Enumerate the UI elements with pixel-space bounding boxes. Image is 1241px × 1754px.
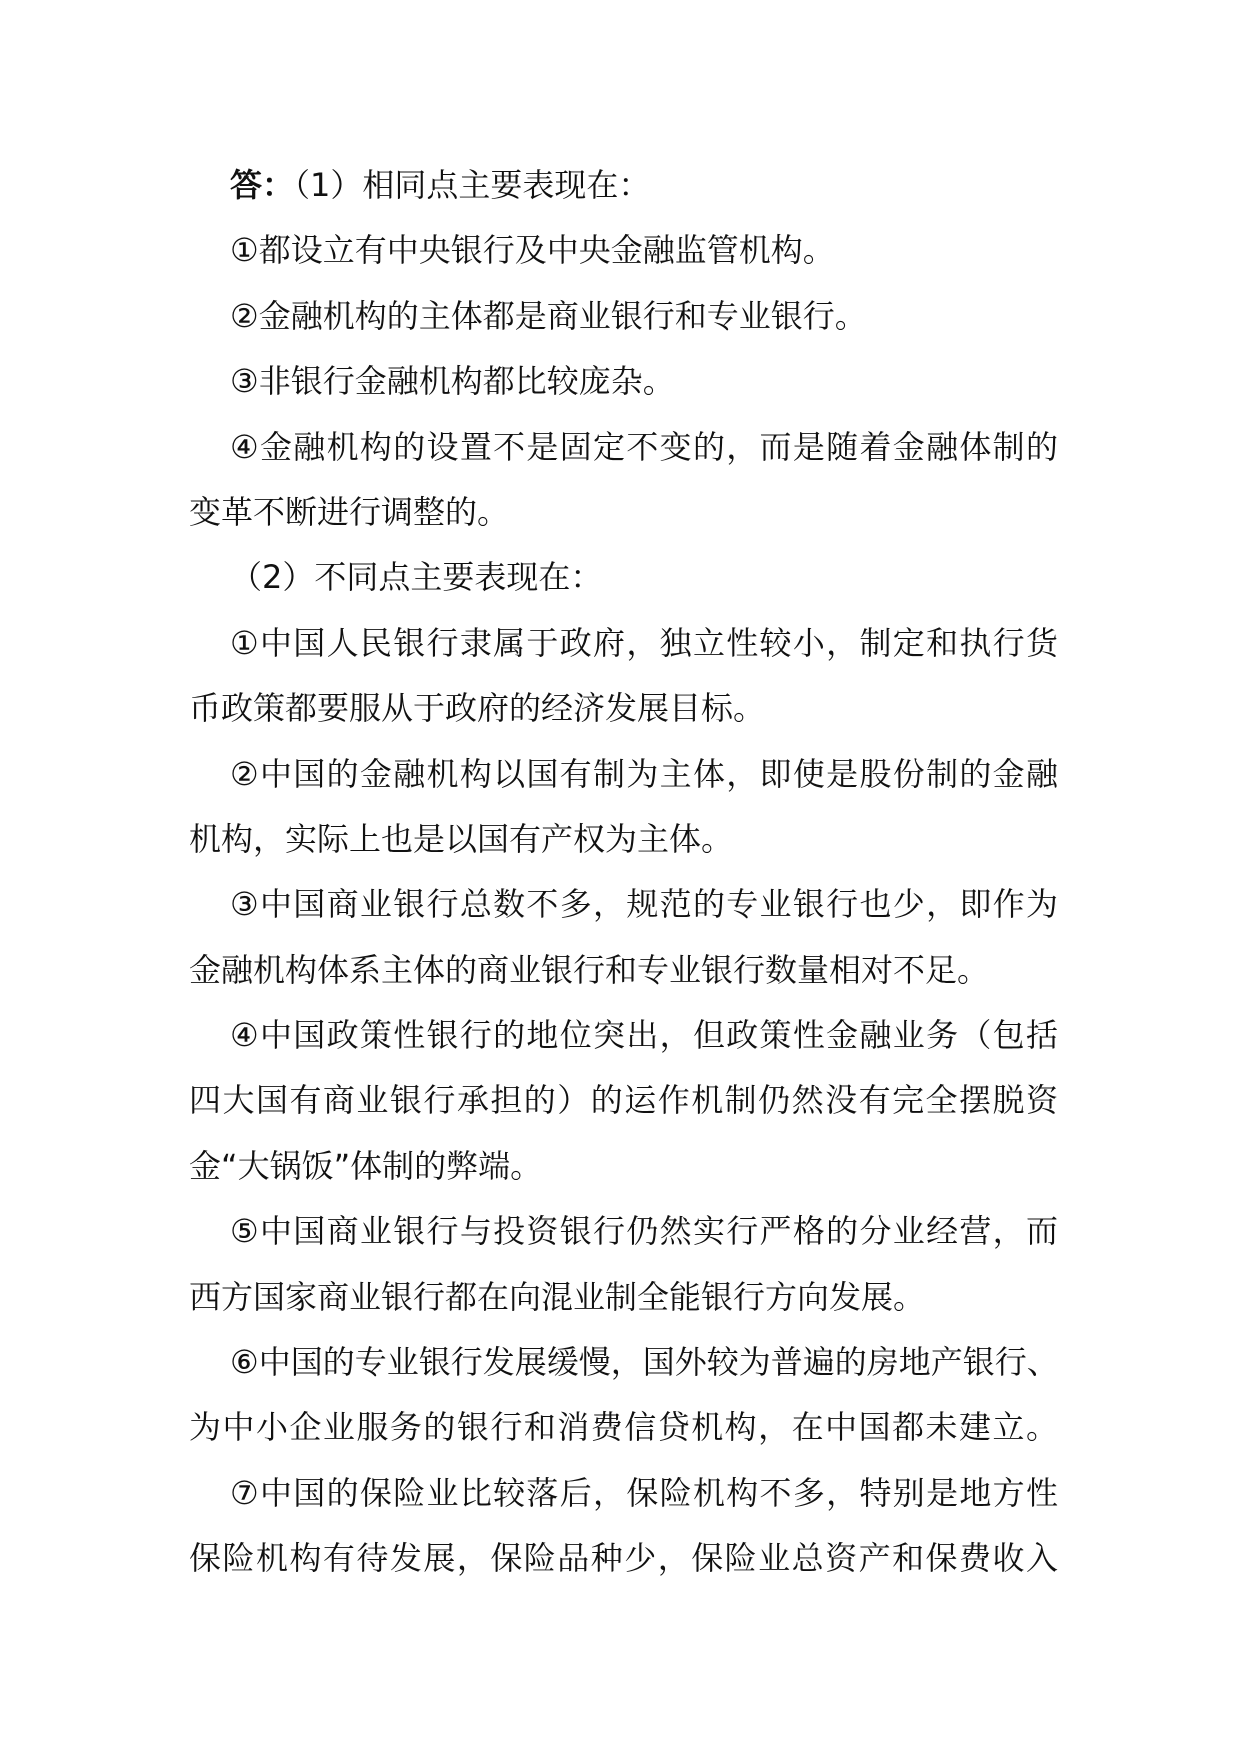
difference-point-4-cont-2: 金“大锅饭”体制的弊端。 (189, 1146, 543, 1185)
difference-point-4: ④中国政策性银行的地位突出，但政策性金融业务（包括 (230, 1016, 1058, 1055)
difference-point-2: ②中国的金融机构以国有制为主体，即使是股份制的金融 (230, 754, 1058, 793)
similarity-point-1: ①都设立有中央银行及中央金融监管机构。 (230, 231, 835, 270)
similarity-point-4-cont: 变革不断进行调整的。 (189, 492, 510, 531)
part2-heading: （2）不同点主要表现在： (230, 558, 603, 597)
difference-point-3-cont: 金融机构体系主体的商业银行和专业银行数量相对不足。 (189, 950, 990, 989)
part1-heading-text: （1）相同点主要表现在： (294, 166, 651, 204)
difference-point-5-cont: 西方国家商业银行都在向混业制全能银行方向发展。 (189, 1277, 926, 1316)
difference-point-1: ①中国人民银行隶属于政府，独立性较小，制定和执行货 (230, 623, 1058, 662)
difference-point-7-cont: 保险机构有待发展，保险品种少，保险业总资产和保费收入 (189, 1539, 1058, 1578)
difference-point-6-cont: 为中小企业服务的银行和消费信贷机构，在中国都未建立。 (189, 1408, 1058, 1447)
answer-label: 答： (230, 166, 295, 204)
difference-point-7: ⑦中国的保险业比较落后，保险机构不多，特别是地方性 (230, 1473, 1058, 1512)
similarity-point-4: ④金融机构的设置不是固定不变的，而是随着金融体制的 (230, 427, 1058, 466)
difference-point-2-cont: 机构，实际上也是以国有产权为主体。 (189, 819, 734, 858)
difference-point-6: ⑥中国的专业银行发展缓慢，国外较为普遍的房地产银行、 (230, 1343, 1059, 1382)
difference-point-1-cont: 币政策都要服从于政府的经济发展目标。 (189, 689, 766, 728)
similarity-point-3: ③非银行金融机构都比较庞杂。 (230, 362, 675, 401)
difference-point-3: ③中国商业银行总数不多，规范的专业银行也少，即作为 (230, 885, 1058, 924)
difference-point-5: ⑤中国商业银行与投资银行仍然实行严格的分业经营，而 (230, 1212, 1058, 1251)
part1-heading (189, 153, 1058, 218)
similarity-point-2: ②金融机构的主体都是商业银行和专业银行。 (230, 296, 867, 335)
answer-text (189, 153, 1058, 1592)
difference-point-4-cont: 四大国有商业银行承担的）的运作机制仍然没有完全摆脱资 (189, 1081, 1058, 1120)
